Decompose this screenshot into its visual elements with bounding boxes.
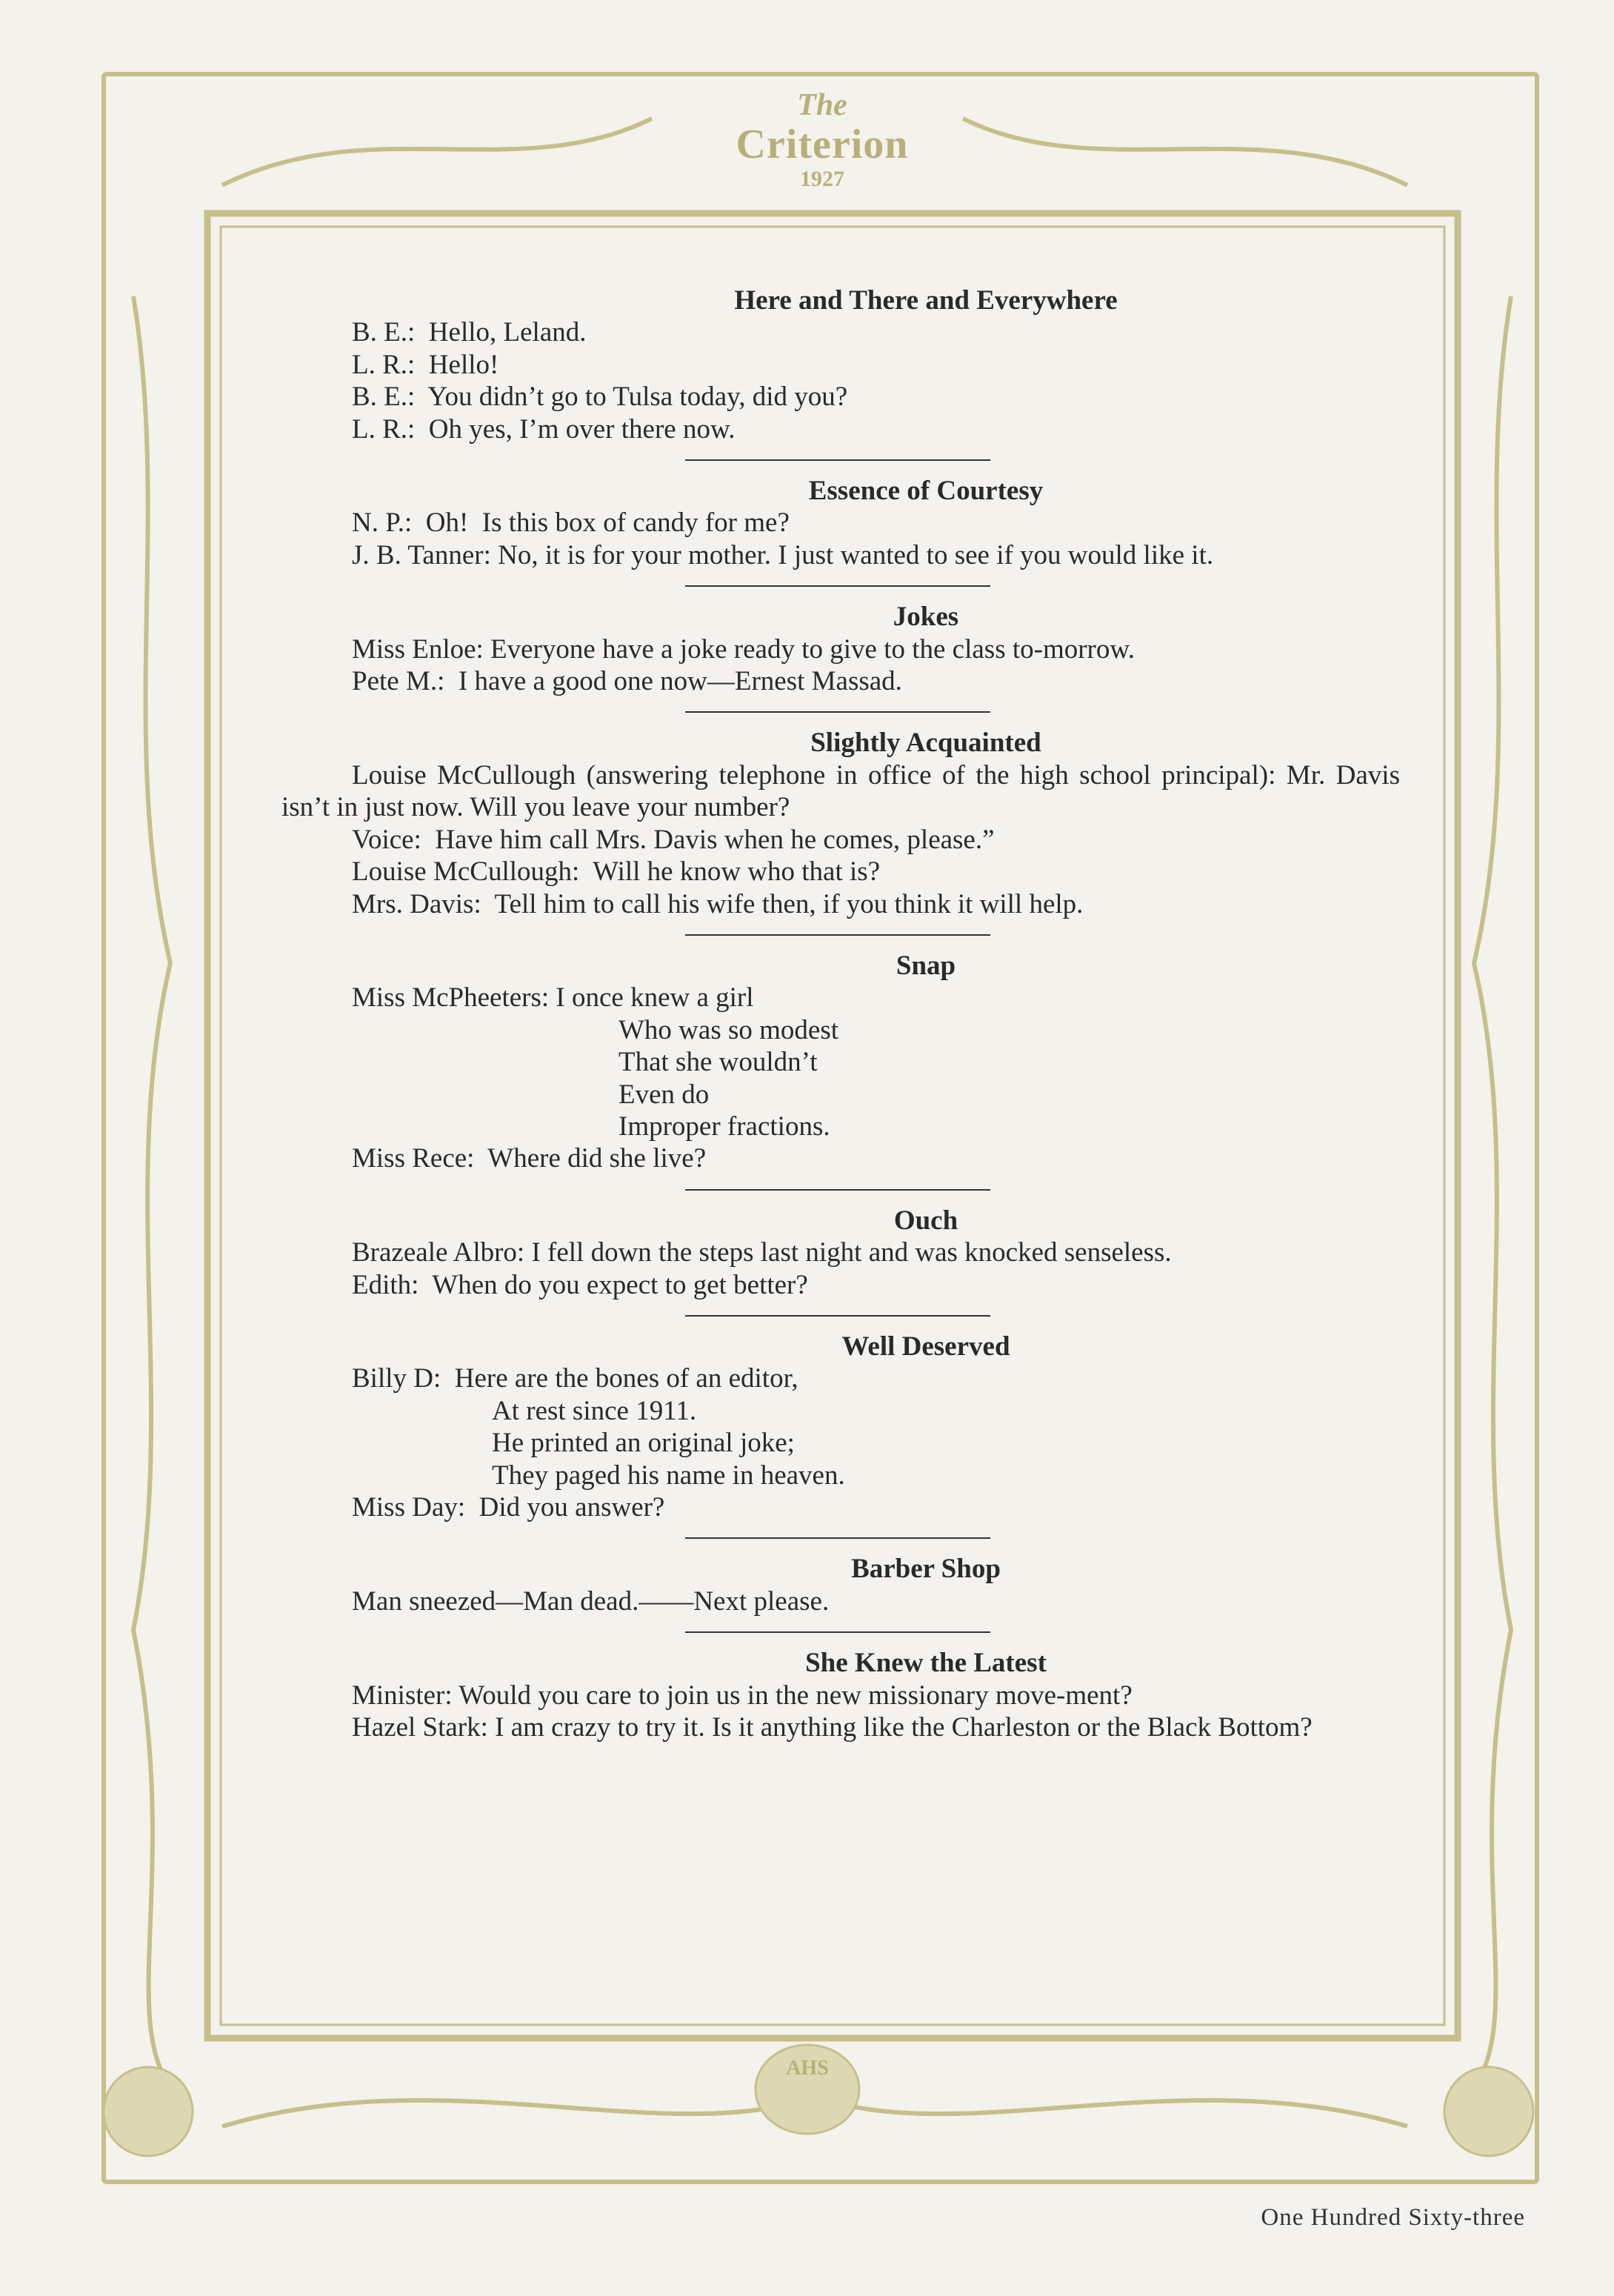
- divider: [685, 585, 990, 587]
- section-slightly-acquainted: [281, 727, 1400, 919]
- dialogue-line: Louise McCullough: Will he know who that is?: [352, 856, 881, 888]
- verse-line: They paged his name in heaven.: [492, 1460, 845, 1491]
- verse-line: Who was so modest: [618, 1014, 838, 1045]
- dialogue-line: Billy D: Here are the bones of an editor,: [352, 1363, 798, 1394]
- section-heading: Here and There and Everywhere: [734, 285, 1118, 316]
- section-heading: Essence of Courtesy: [808, 476, 1044, 507]
- section-heading: Well Deserved: [841, 1331, 1010, 1362]
- divider: [685, 459, 990, 461]
- dialogue-paragraph: Miss Enloe: Everyone have a joke ready to give to the class to-morrow.: [352, 633, 1135, 665]
- dialogue-line: B. E.: Hello, Leland.: [352, 317, 587, 348]
- dialogue-line: N. P.: Oh! Is this box of candy for me?: [352, 508, 790, 539]
- dialogue-line: Man sneezed—Man dead.——Next please.: [352, 1585, 830, 1617]
- dialogue-line: Miss McPheeters: I once knew a girl: [352, 982, 754, 1014]
- dialogue-paragraph: J. B. Tanner: No, it is for your mother. I just wanted to see if you would like it.: [352, 539, 1214, 570]
- verse-line: He printed an original joke;: [492, 1428, 795, 1459]
- section-well-deserved: [281, 1331, 1400, 1523]
- divider: [685, 1189, 990, 1191]
- dialogue-line: Miss Day: Did you answer?: [352, 1492, 665, 1523]
- dialogue-line: Voice: Have him call Mrs. Davis when he comes, please.”: [352, 824, 995, 855]
- section-heading: Barber Shop: [851, 1554, 1001, 1585]
- divider: [685, 711, 990, 713]
- dialogue-paragraph: Minister: Would you care to join us in the new missionary move-ment?: [352, 1680, 1133, 1711]
- dialogue-line: B. E.: You didn’t go to Tulsa today, did you?: [352, 382, 848, 413]
- dialogue-line: Miss Rece: Where did she live?: [352, 1143, 707, 1174]
- section-here-and-there: [281, 284, 1400, 445]
- section-essence-of-courtesy: [281, 475, 1400, 571]
- section-heading: Ouch: [893, 1205, 958, 1236]
- divider: [685, 1631, 990, 1633]
- dialogue-line: L. R.: Oh yes, I’m over there now.: [352, 413, 736, 445]
- dialogue-line: Pete M.: I have a good one now—Ernest Massad.: [352, 666, 902, 697]
- section-ouch: [281, 1205, 1400, 1301]
- dialogue-line: Edith: When do you expect to get better?: [352, 1269, 808, 1300]
- section-heading: She Knew the Latest: [805, 1648, 1047, 1679]
- masthead-year: 1927: [800, 167, 844, 191]
- seal-emblem-text: AHS: [786, 2057, 829, 2080]
- masthead-the: The: [797, 88, 847, 122]
- divider: [685, 1537, 990, 1539]
- dialogue-paragraph: Louise McCullough (answering telephone in office of the high school principal): Mr. Davis isn’t in just now. Will you leave your number?: [281, 759, 1400, 823]
- verse-line: That she wouldn’t: [618, 1047, 818, 1078]
- page-content: [281, 284, 1400, 1743]
- divider: [685, 1315, 990, 1317]
- section-heading: Jokes: [893, 602, 959, 633]
- masthead-title: Criterion: [736, 122, 909, 167]
- verse-line: Improper fractions.: [618, 1111, 830, 1142]
- section-heading: Slightly Acquainted: [810, 728, 1041, 759]
- dialogue-line: Mrs. Davis: Tell him to call his wife then, if you think it will help.: [352, 888, 1084, 919]
- masthead: [667, 89, 978, 191]
- page-number: One Hundred Sixty-three: [1261, 2204, 1525, 2231]
- divider: [685, 934, 990, 936]
- section-snap: [281, 950, 1400, 1175]
- section-barber-shop: [281, 1553, 1400, 1617]
- dialogue-line: L. R.: Hello!: [352, 349, 499, 380]
- dialogue-paragraph: Hazel Stark: I am crazy to try it. Is it anything like the Charleston or the Black Bottom?: [352, 1712, 1313, 1743]
- section-heading: Snap: [896, 950, 956, 981]
- section-she-knew-the-latest: [281, 1647, 1400, 1743]
- section-jokes: [281, 601, 1400, 697]
- verse-line: Even do: [618, 1079, 710, 1110]
- verse-line: At rest since 1911.: [492, 1395, 697, 1426]
- dialogue-paragraph: Brazeale Albro: I fell down the steps last night and was knocked senseless.: [352, 1237, 1172, 1268]
